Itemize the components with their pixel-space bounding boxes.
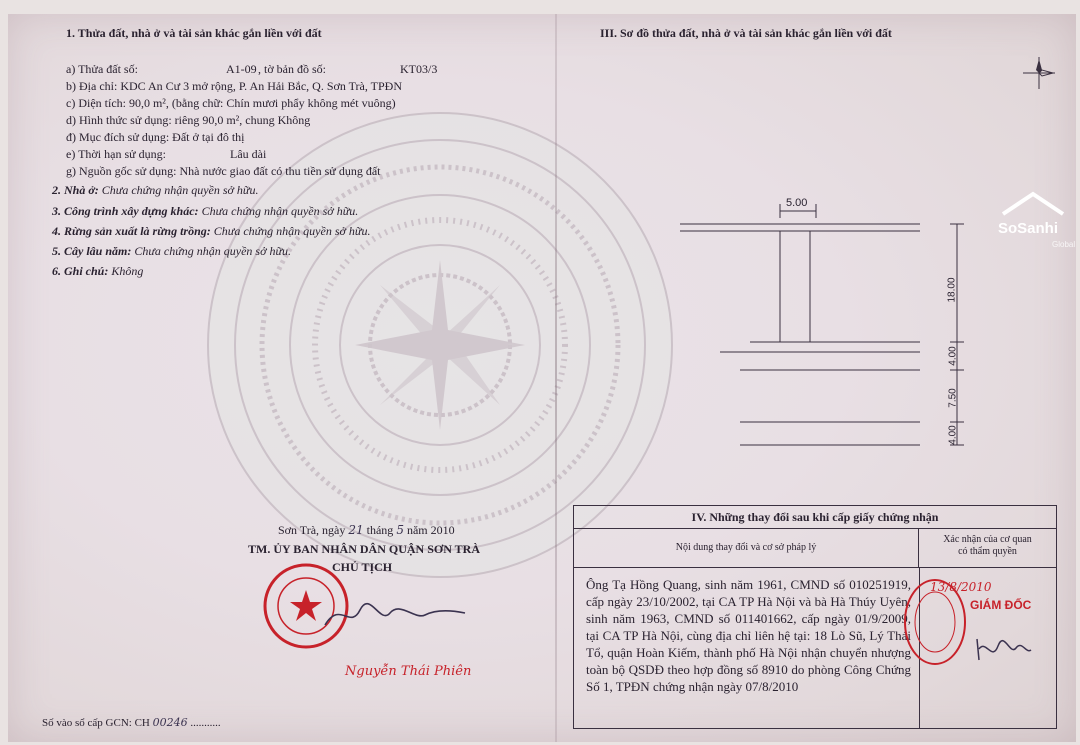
changes-col-confirm-header: Xác nhận của cơ quan có thẩm quyền (919, 528, 1056, 568)
area-line: c) Diện tích: 90,0 m², (bằng chữ: Chín mươi phẩy không mét vuông) (66, 96, 396, 110)
page-fold (555, 14, 557, 742)
map-sheet-value: KT03/3 (400, 62, 438, 76)
changes-table (573, 505, 1057, 729)
section-6-value: Không (111, 264, 144, 278)
usage-purpose-line: đ) Mục đích sử dụng: Đất ở tại đô thị (66, 130, 245, 144)
office-seal-stamp (902, 576, 968, 668)
registration-number: Số vào sổ cấp GCN: CH 00246 ........... (42, 716, 221, 729)
house-logo-icon (998, 190, 1068, 216)
section-6-label: 6. Ghi chú: (52, 264, 109, 278)
address-line: b) Địa chỉ: KDC An Cư 3 mở rộng, P. An Hải Bắc, Q. Sơn Trà, TPĐN (66, 79, 402, 93)
sosanh-watermark (992, 190, 1078, 250)
chairman-signature (320, 595, 470, 635)
confirm-date: 13/8/2010 (930, 580, 992, 594)
director-title: GIÁM ĐỐC (970, 598, 1032, 612)
changes-col-content-header: Nội dung thay đổi và cơ sở pháp lý (574, 528, 919, 568)
usage-form-line: d) Hình thức sử dụng: riêng 90,0 m², chung Không (66, 113, 311, 127)
section-4-value: Chưa chứng nhận quyền sở hữu. (213, 224, 371, 238)
usage-term-value: Lâu dài (230, 147, 267, 161)
parcel-diagram (680, 190, 970, 460)
parcel-number-label: a) Thửa đất số: (66, 62, 138, 76)
issuing-org: TM. ỦY BAN NHÂN DÂN QUẬN SƠN TRÀ (248, 542, 481, 556)
section-1-header: 1. Thửa đất, nhà ở và tài sản khác gắn liền với đất (66, 26, 322, 40)
section-2-value: Chưa chứng nhận quyền sở hữu. (101, 183, 259, 197)
watermark-brand: SoSanhi (998, 220, 1059, 237)
section-4-label: 4. Rừng sản xuất là rừng trồng: (52, 224, 211, 238)
section-3-diagram-header: III. Sơ đồ thửa đất, nhà ở và tài sản khác gắn liền với đất (600, 26, 892, 40)
chairman-title: CHỦ TỊCH (332, 560, 393, 574)
changes-table-title: IV. Những thay đổi sau khi cấp giấy chứng nhận (574, 506, 1056, 529)
dim-width-label: 5.00 (786, 197, 808, 209)
usage-term-label: e) Thời hạn sử dụng: (66, 147, 166, 161)
signer-name: Nguyễn Thái Phiên (345, 664, 472, 679)
dim-75-label: 7.50 (947, 388, 959, 408)
director-signature (974, 634, 1034, 664)
parcel-number-value: A1-09 (226, 62, 257, 76)
map-sheet-label: , tờ bản đồ số: (258, 62, 327, 76)
section-2-label: 2. Nhà ở: (52, 183, 99, 197)
dim-18-label: 18.00 (946, 277, 958, 303)
usage-origin-line: g) Nguồn gốc sử dụng: Nhà nước giao đất có thu tiền sử dụng đất (66, 164, 381, 178)
section-5-value: Chưa chứng nhận quyền sở hữu. (134, 244, 292, 258)
section-5-label: 5. Cây lâu năm: (52, 244, 132, 258)
section-3-value: Chưa chứng nhận quyền sở hữu. (201, 204, 359, 218)
section-3-label: 3. Công trình xây dựng khác: (52, 204, 199, 218)
issue-date: Sơn Trà, ngày 21 tháng 5 năm 2010 (278, 523, 455, 537)
dim-4b-label: 4.00 (947, 425, 959, 445)
compass-icon (1022, 56, 1056, 90)
watermark-sub: Global (1052, 240, 1076, 249)
change-content: Ông Tạ Hồng Quang, sinh năm 1961, CMND số 010251919, cấp ngày 23/10/2002, tại CA TP Hà Nội và bà Hà Thúy Uyên, sinh năm 1963, CMND số 011401662, cấp ngày 01/9/2009, tại CA TP Hà Nội, cùng địa chỉ liên hệ tại: 18 Lò Sũ, Lý Thái Tổ, quận Hoàn Kiếm, thành phố Hà Nội nhận chuyển nhượng toàn bộ QSDĐ theo hợp đồng số 8910 do phòng Công Chứng Số 1, TPĐN chứng nhận ngày 07/8/2010 (586, 577, 911, 694)
dim-4a-label: 4.00 (947, 346, 959, 366)
